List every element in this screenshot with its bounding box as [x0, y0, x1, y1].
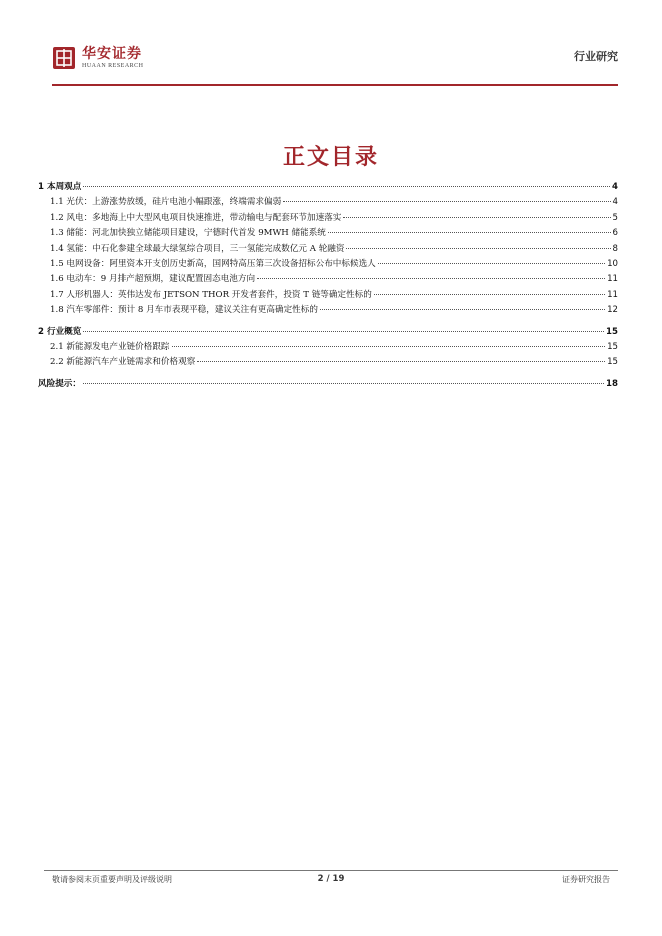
toc-subsection[interactable] [38, 257, 618, 272]
header-divider [52, 84, 618, 86]
toc-leader-dots [320, 309, 605, 310]
toc-entry-title: 1 本周观点 [38, 182, 82, 192]
toc-section[interactable] [38, 377, 618, 392]
toc-page-number: 15 [607, 342, 618, 353]
toc-page-number: 4 [612, 197, 618, 208]
toc-page-number: 8 [612, 243, 618, 254]
toc-subsection[interactable] [38, 340, 618, 355]
toc-entry-title: 1.1 光伏：上游涨势放缓，硅片电池小幅跟涨，终端需求偏弱 [50, 197, 282, 208]
toc-entry-title: 2.1 新能源发电产业链价格跟踪 [50, 342, 170, 353]
toc-leader-dots [172, 346, 606, 347]
logo-english-text: HUAAN RESEARCH [82, 63, 144, 69]
toc-page-number: 18 [606, 378, 618, 389]
logo-chinese-text: 华安证券 [82, 46, 142, 62]
toc-leader-dots [378, 263, 605, 264]
report-category: 证券研究报告 [562, 875, 610, 884]
toc-leader-dots [346, 248, 610, 249]
toc-page-number: 12 [607, 305, 618, 316]
toc-entry-title: 1.5 电网设备：阿里资本开支创历史新高，国网特高压第三次设备招标公布中标候选人 [50, 259, 376, 270]
toc-subsection[interactable] [38, 195, 618, 210]
toc-entry-title: 1.3 储能：河北加快独立储能项目建设，宁德时代首发 9MWH 储能系统 [50, 228, 326, 239]
toc-page-number: 11 [607, 274, 618, 285]
toc-entry-title: 2 行业概览 [38, 326, 82, 337]
toc-section[interactable] [38, 325, 618, 340]
toc-subsection[interactable] [38, 211, 618, 226]
table-of-contents [38, 180, 618, 392]
toc-subsection[interactable] [38, 272, 618, 287]
page-number: 2 / 19 [317, 874, 345, 884]
toc-leader-dots [83, 383, 604, 384]
toc-page-number: 11 [607, 289, 618, 300]
footer-divider [44, 870, 618, 871]
toc-leader-dots [283, 201, 610, 202]
page-title: 正文目录 [282, 144, 379, 170]
page-header [52, 46, 618, 82]
toc-leader-dots [257, 278, 605, 279]
toc-subsection[interactable] [38, 242, 618, 257]
toc-leader-dots [343, 217, 610, 218]
toc-leader-dots [83, 186, 610, 187]
toc-subsection[interactable] [38, 355, 618, 370]
toc-entry-title: 1.7 人形机器人：英伟达发布 JETSON THOR 开发者套件，投资 T 链等确定性标的 [50, 289, 372, 300]
toc-entry-title: 1.2 风电：多地海上中大型风电项目快速推进，带动输电与配套环节加速落实 [50, 212, 342, 223]
toc-entry-title: 1.4 氢能：中石化参建全球最大绿氢综合项目，三一氢能完成数亿元 A 轮融资 [50, 243, 345, 254]
toc-page-number: 15 [607, 357, 618, 368]
toc-page-number: 10 [607, 259, 618, 270]
toc-leader-dots [83, 331, 604, 332]
toc-subsection[interactable] [38, 288, 618, 303]
huaan-logo-icon [52, 46, 76, 70]
toc-entry-title: 风险提示： [38, 378, 81, 389]
toc-subsection[interactable] [38, 226, 618, 241]
toc-page-number: 6 [612, 228, 618, 239]
report-type-label: 行业研究 [574, 50, 618, 63]
toc-page-number: 4 [612, 182, 618, 192]
toc-leader-dots [374, 294, 605, 295]
toc-section[interactable] [38, 180, 618, 195]
toc-entry-title: 1.6 电动车：9 月排产超预期，建议配置固态电池方向 [50, 274, 256, 285]
toc-leader-dots [328, 232, 611, 233]
toc-page-number: 15 [606, 326, 618, 337]
toc-page-number: 5 [612, 212, 618, 223]
toc-entry-title: 1.8 汽车零部件：预计 8 月车市表现平稳，建议关注有更高确定性标的 [50, 305, 318, 316]
toc-leader-dots [197, 361, 605, 362]
disclaimer-note: 敬请参阅末页重要声明及评级说明 [52, 875, 172, 884]
toc-entry-title: 2.2 新能源汽车产业链需求和价格观察 [50, 357, 196, 368]
toc-subsection[interactable] [38, 303, 618, 318]
company-logo [52, 46, 144, 70]
